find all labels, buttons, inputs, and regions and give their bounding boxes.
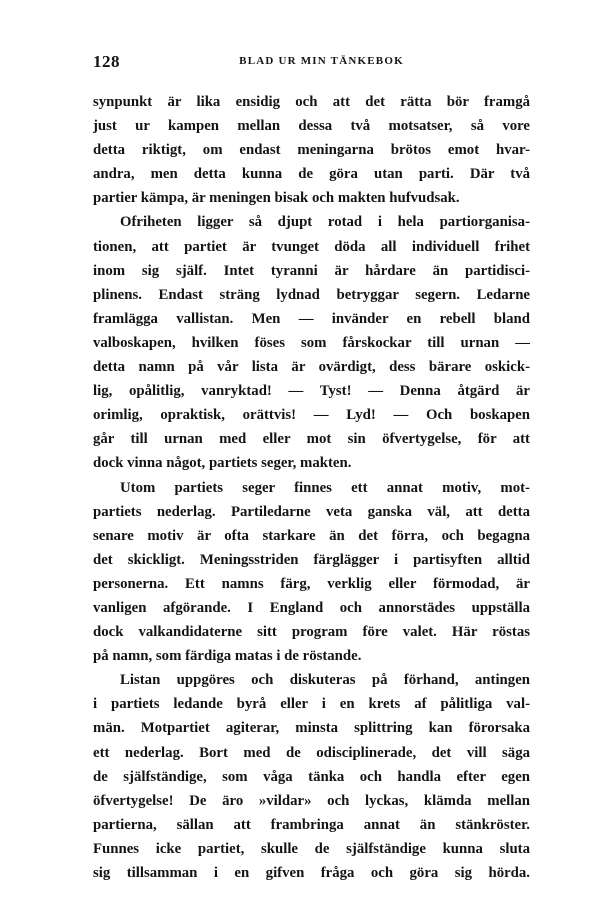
text-line: orimlig, opraktisk, orättvis! — Lyd! — Och boskapen (93, 407, 530, 424)
text-line: plinens. Endast sträng lydnad betryggar segern. Ledarne (93, 286, 530, 303)
text-line: partierna, sällan att frambringa annat än stänkröster. (93, 816, 530, 833)
text-line: valboskapen, hvilken föses som fårskockar till urnan — (93, 334, 530, 351)
text-line: detta namn på vår lista är ovärdigt, dess bärare oskick- (93, 359, 530, 376)
text-line: öfvertygelse! De äro »vildar» och lyckas, klämda mellan (93, 792, 530, 809)
page-header (93, 52, 530, 74)
text-line: Utom partiets seger finnes ett annat motiv, mot- (120, 479, 530, 496)
text-line: på namn, som färdiga matas i de röstande. (93, 648, 362, 665)
text-line: inom sig själf. Intet tyranni är hårdare än partidisci- (93, 262, 530, 279)
body-text (93, 90, 530, 885)
text-line: män. Motpartiet agiterar, minsta splittring kan förorsaka (93, 720, 530, 737)
text-line: de själfständige, som våga tänka och handla efter egen (93, 768, 530, 785)
text-line: framlägga vallistan. Men — invänder en rebell bland (93, 310, 530, 327)
text-line: sig tillsamman i en gifven fråga och göra sig hörda. (93, 865, 530, 881)
text-line: Listan uppgöres och diskuteras på förhand, antingen (120, 672, 530, 689)
text-line: går till urnan med eller mot sin öfvertygelse, för att (93, 431, 530, 448)
text-line: personerna. Ett namns färg, verklig eller förmodad, är (93, 575, 530, 592)
text-line: Ofriheten ligger så djupt rotad i hela partiorganisa- (120, 214, 530, 231)
text-line: i partiets ledande byrå eller i en krets af pålitliga val- (93, 696, 530, 713)
text-line: det skickligt. Meningsstriden färglägger i partisyften alltid (93, 551, 530, 568)
text-line: andra, men detta kunna de göra utan parti. Där två (93, 166, 530, 183)
text-line: synpunkt är lika ensidig och att det rätta bör framgå (93, 94, 530, 110)
text-line: partiets nederlag. Partiledarne veta ganska väl, att detta (93, 503, 530, 520)
text-line: vanligen afgörande. I England och annorstädes uppställa (93, 599, 530, 616)
running-title: BLAD UR MIN TÄNKEBOK (239, 55, 404, 67)
text-line: senare motiv är ofta starkare än det förra, och begagna (93, 527, 530, 544)
text-line: tionen, att partiet är tvunget döda all individuell frihet (93, 238, 530, 255)
text-line: detta riktigt, om endast meningarna brötos emot hvar- (93, 142, 530, 159)
text-line: dock vinna något, partiets seger, makten. (93, 455, 352, 472)
text-line: partier kämpa, är meningen bisak och makten hufvudsak. (93, 190, 460, 207)
page-number: 128 (93, 52, 120, 71)
text-line: dock valkandidaterne sitt program före valet. Här röstas (93, 624, 530, 641)
text-line: Funnes icke partiet, skulle de själfständige kunna sluta (93, 840, 530, 857)
text-line: just ur kampen mellan dessa två motsatser, så vore (93, 118, 530, 135)
text-line: ett nederlag. Bort med de odisciplinerade, det vill säga (93, 744, 530, 761)
text-line: lig, opålitlig, vanryktad! — Tyst! — Denna åtgärd är (93, 383, 530, 400)
